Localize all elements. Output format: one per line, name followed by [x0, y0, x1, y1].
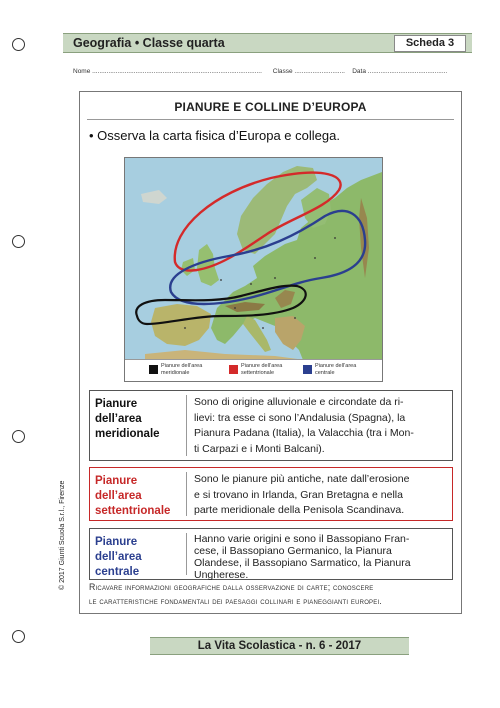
nome-field[interactable]: Nome .............................................................................................. — [73, 68, 262, 75]
legend-swatch-northern — [229, 365, 238, 374]
section-central-plains — [89, 528, 453, 580]
footer-bar: La Vita Scolastica - n. 6 - 2017 — [150, 637, 409, 655]
term-central-plains: Pianure dell’area centrale — [95, 536, 142, 578]
europe-physical-map — [124, 157, 383, 382]
term-southern-plains: Pianure dell’area meridionale — [95, 398, 160, 440]
map-legend — [125, 359, 382, 381]
classe-field[interactable]: Classe ............................ — [272, 68, 345, 75]
description-central-plains: Hanno varie origini e sono il Bassopiano Fran- cese, il Bassopiano Germanico, la Pianura Olandese, il Bassopiano Sarmatico, la Pianura Ungherese. — [194, 533, 411, 581]
learning-objectives: Ricavare informazioni geografiche dalla osservazione di carte; conoscere le caratteristiche fondamentali dei paesaggi collinari e pianeggianti europei. — [89, 582, 382, 606]
map-drawing — [125, 158, 382, 360]
description-northern-plains: Sono le pianure più antiche, nate dall’erosione e si trovano in Irlanda, Gran Bretagna e nella parte meridionale della Penisola Scandinava. — [194, 473, 410, 516]
title-divider — [87, 119, 454, 120]
binder-hole — [12, 235, 25, 248]
divider — [186, 472, 187, 516]
legend-swatch-central — [303, 365, 312, 374]
student-fields — [73, 68, 447, 75]
legend-label-southern: Pianure dell’area meridionale — [161, 363, 203, 376]
binder-hole — [12, 630, 25, 643]
legend-swatch-southern — [149, 365, 158, 374]
scheda-number: Scheda 3 — [394, 35, 466, 52]
legend-label-northern: Pianure dell’area settentrionale — [241, 363, 283, 376]
divider — [186, 533, 187, 575]
section-northern-plains — [89, 467, 453, 521]
subject-title: Geografia • Classe quarta — [73, 36, 225, 50]
legend-label-central: Pianure dell’area centrale — [315, 363, 357, 376]
iberia — [151, 304, 211, 346]
header-bar — [63, 33, 472, 53]
copyright-notice: © 2017 Giunti Scuola S.r.l., Firenze — [59, 480, 66, 590]
worksheet-box — [79, 91, 462, 614]
description-southern-plains: Sono di origine alluvionale e circondate da ri- lievi: tra esse ci sono l’Andalusia (Spagna), la Pianura Padana (Italia), la Valacchia (tra i Mon- ti Carpazi e i Monti Balcani). — [194, 396, 414, 455]
instruction: • Osserva la carta fisica d’Europa e collega. — [89, 128, 340, 143]
data-field[interactable]: Data ............................................ — [352, 68, 448, 75]
binder-hole — [12, 430, 25, 443]
divider — [186, 395, 187, 456]
page-title: PIANURE E COLLINE D’EUROPA — [174, 100, 367, 114]
section-southern-plains — [89, 390, 453, 461]
binder-hole — [12, 38, 25, 51]
iceland — [141, 190, 167, 204]
term-northern-plains: Pianure dell’area settentrionale — [95, 475, 171, 517]
